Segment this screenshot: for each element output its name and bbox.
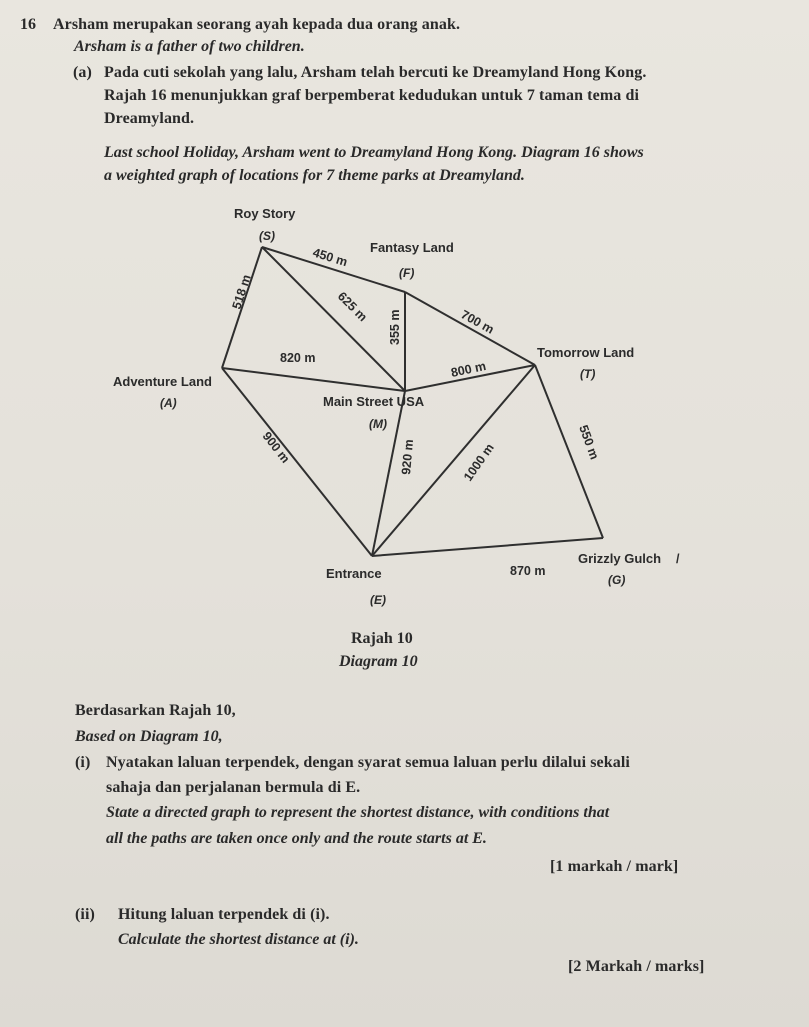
question-number: 16: [20, 16, 36, 33]
part-ii-marks: [2 Markah / marks]: [568, 958, 705, 975]
node-S-name: Roy Story: [234, 206, 296, 221]
part-a-label: (a): [73, 64, 92, 81]
node-A-name: Adventure Land: [113, 374, 212, 389]
node-M-code: (M): [369, 417, 387, 431]
node-E-code: (E): [370, 593, 386, 607]
node-M-name: Main Street USA: [323, 394, 425, 409]
node-E-name: Entrance: [326, 566, 382, 581]
node-S-code: (S): [259, 229, 275, 243]
based-on-malay: Berdasarkan Rajah 10,: [75, 702, 236, 719]
edge-F-T: [405, 292, 535, 365]
edge-M-T-weight: 800 m: [449, 358, 488, 380]
edge-E-G-weight: 870 m: [510, 564, 546, 578]
node-T-code: (T): [580, 367, 596, 381]
edge-S-F-weight: 450 m: [311, 245, 350, 270]
node-F-name: Fantasy Land: [370, 240, 454, 255]
intro-malay: Arsham merupakan seorang ayah kepada dua orang anak.: [53, 16, 461, 33]
part-ii-malay: Hitung laluan terpendek di (i).: [118, 906, 330, 923]
based-on-english: Based on Diagram 10,: [75, 728, 223, 745]
part-i-english-line-2: all the paths are taken once only and the route starts at E.: [106, 830, 487, 847]
caption-malay: Rajah 10: [351, 630, 413, 647]
edge-T-G-weight: 550 m: [576, 423, 602, 462]
part-i-malay-line-2: sahaja dan perjalanan bermula di E.: [106, 779, 361, 796]
part-a-english-line-2: a weighted graph of locations for 7 theme parks at Dreamyland.: [104, 167, 525, 184]
edge-A-M: [222, 368, 405, 391]
part-ii-label: (ii): [75, 906, 95, 923]
edge-E-G: [372, 538, 603, 556]
node-G-name: Grizzly Gulch: [578, 551, 662, 566]
edge-S-A-weight: 518 m: [229, 272, 254, 311]
edge-F-M-weight: 355 m: [388, 309, 402, 345]
part-a-english-line-1: Last school Holiday, Arsham went to Dreamyland Hong Kong. Diagram 16 shows: [104, 144, 644, 161]
part-i-marks: [1 markah / mark]: [550, 858, 679, 875]
node-T-name: Tomorrow Land: [537, 345, 635, 360]
part-a-malay-line-2: Rajah 16 menunjukkan graf berpemberat kedudukan untuk 7 taman tema di: [104, 87, 639, 104]
edge-A-E-weight: 900 m: [259, 429, 293, 466]
margin-mark: /: [676, 552, 680, 566]
node-F-code: (F): [399, 266, 415, 280]
part-ii-english: Calculate the shortest distance at (i).: [118, 931, 359, 948]
node-A-code: (A): [160, 396, 177, 410]
part-a-malay-line-3: Dreamyland.: [104, 110, 195, 127]
edge-T-E-weight: 1000 m: [460, 440, 497, 484]
edge-S-M-weight: 625 m: [334, 289, 370, 325]
part-i-label: (i): [75, 754, 91, 771]
edge-A-M-weight: 820 m: [280, 351, 316, 365]
intro-english: Arsham is a father of two children.: [74, 38, 305, 55]
edge-M-E-weight: 920 m: [399, 438, 417, 476]
part-i-english-line-1: State a directed graph to represent the shortest distance, with conditions that: [106, 804, 610, 821]
node-G-code: (G): [608, 573, 626, 587]
part-i-malay-line-1: Nyatakan laluan terpendek, dengan syarat semua laluan perlu dilalui sekali: [106, 754, 630, 771]
part-a-malay-line-1: Pada cuti sekolah yang lalu, Arsham telah bercuti ke Dreamyland Hong Kong.: [104, 64, 647, 81]
edge-F-T-weight: 700 m: [458, 307, 497, 337]
caption-english: Diagram 10: [339, 653, 418, 670]
